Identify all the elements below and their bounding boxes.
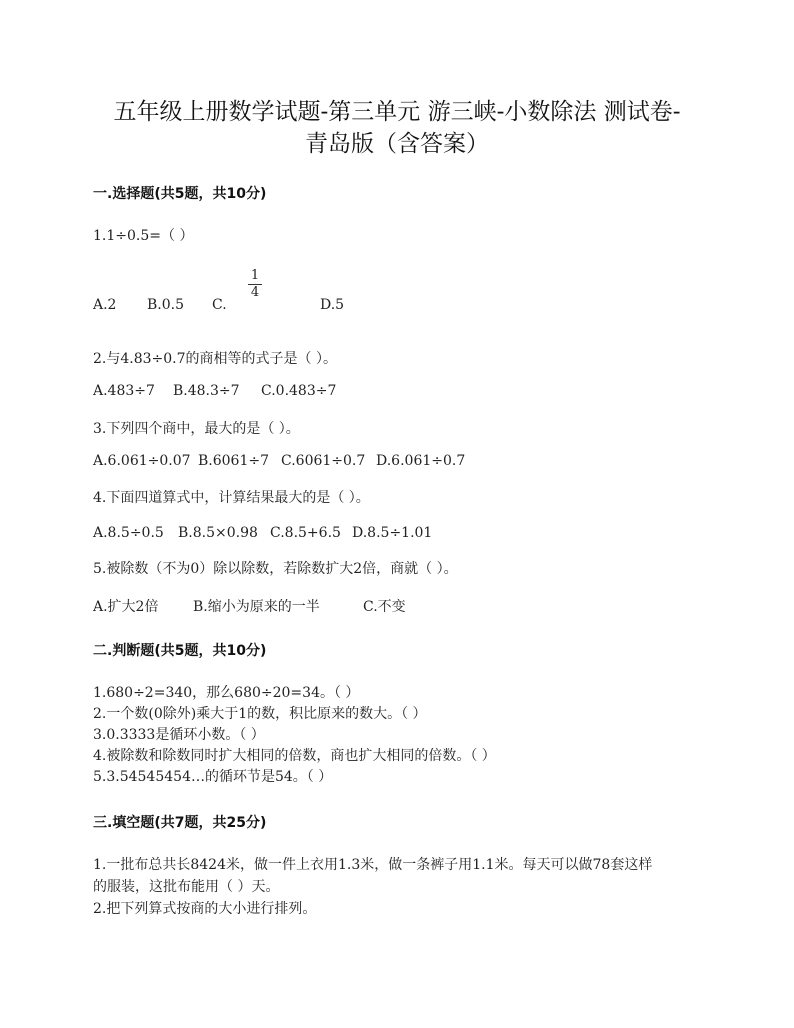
option-1d: D.5 [320,297,345,313]
choice-question-5: 5.被除数（不为0）除以除数，若除数扩大2倍，商就（ ）。 [93,561,458,577]
choice-question-4: 4.下面四道算式中，计算结果最大的是（ ）。 [93,490,370,506]
option-1b: B.0.5 [147,297,185,313]
option-5b: B.缩小为原来的一半 [193,599,320,615]
option-1c: C. [212,297,227,313]
option-1a: A.2 [93,297,117,313]
title-line-2: 青岛版（含答案） [305,131,489,157]
section-heading-fill: 三.填空题(共7题，共25分) [93,815,267,831]
judge-item-1: 1.680÷2=340，那么680÷20=34。（ ） [93,685,360,701]
fill-question-1-line-2: 的服装，这批布能用（ ）天。 [93,879,280,895]
title-line-1: 五年级上册数学试题-第三单元 游三峡-小数除法 测试卷- [113,99,681,125]
fill-question-1-line-1: 1.一批布总共长8424米，做一件上衣用1.3米，做一条裤子用1.1米。每天可以做78套这样 [93,857,653,873]
fraction-one-quarter [248,269,262,300]
judge-item-4: 4.被除数和除数同时扩大相同的倍数，商也扩大相同的倍数。（ ） [93,748,496,764]
option-2c: C.0.483÷7 [261,383,337,399]
option-3d: D.6.061÷0.7 [376,453,466,469]
choice-question-3: 3.下列四个商中，最大的是（ ）。 [93,421,300,437]
option-4c: C.8.5+6.5 [270,525,341,541]
option-4b: B.8.5×0.98 [178,525,258,541]
choice-question-2: 2.与4.83÷0.7的商相等的式子是（ ）。 [93,351,337,367]
option-4a: A.8.5÷0.5 [93,525,164,541]
option-2a: A.483÷7 [93,383,155,399]
option-5c: C.不变 [363,599,406,615]
fraction-numerator: 1 [250,268,260,283]
judge-item-2: 2.一个数(0除外)乘大于1的数，积比原来的数大。（ ） [93,706,427,722]
section-heading-judge: 二.判断题(共5题，共10分) [93,643,267,659]
option-3b: B.6061÷7 [198,453,270,469]
option-2b: B.48.3÷7 [173,383,240,399]
choice-question-1: 1.1÷0.5=（ ） [93,228,194,244]
section-heading-choice: 一.选择题(共5题，共10分) [93,186,267,202]
judge-item-5: 5.3.54545454…的循环节是54。（ ） [93,769,333,785]
option-4d: D.8.5÷1.01 [352,525,433,541]
option-5a: A.扩大2倍 [93,599,159,615]
judge-item-3: 3.0.3333是循环小数。（ ） [93,727,265,743]
fill-question-2: 2.把下列算式按商的大小进行排列。 [93,901,317,917]
option-3a: A.6.061÷0.07 [93,453,191,469]
option-3c: C.6061÷0.7 [281,453,366,469]
fraction-denominator: 4 [250,285,260,300]
